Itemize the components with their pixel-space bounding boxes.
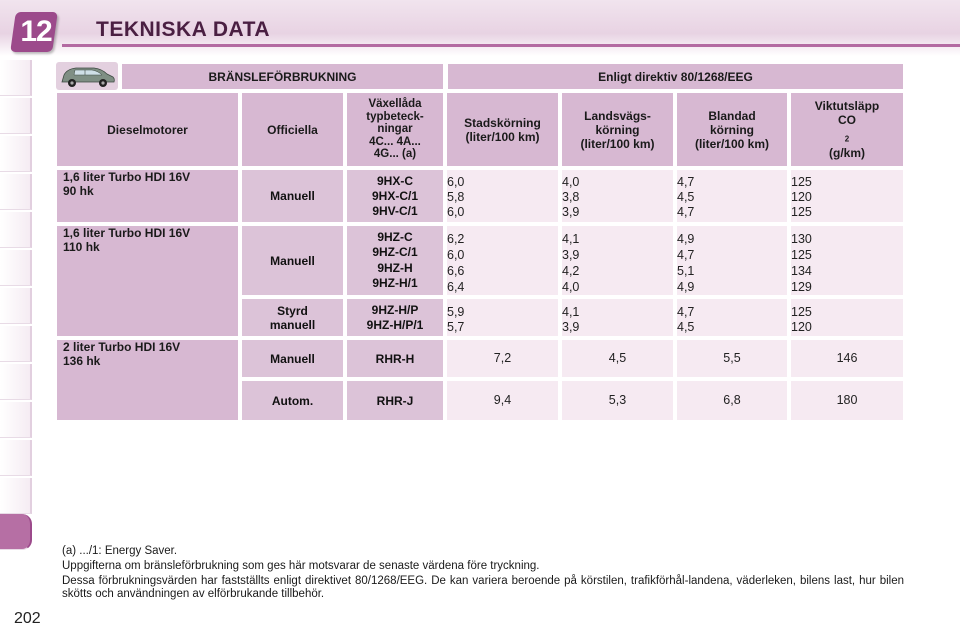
section-title-directive: Enligt direktiv 80/1268/EEG — [448, 64, 903, 89]
column-header-combined: Blandad körning (liter/100 km) — [677, 93, 787, 166]
combined-value-cell: 6,8 — [677, 381, 787, 420]
gearbox-cell: Manuell — [242, 226, 343, 295]
footnote-directive: Dessa förbrukningsvärden har fastställts enligt direktivet 80/1268/EEG. De kan variera beroende på körstilen, trafikförhål-landena, väderleken, bilens last, hur bilen skötts och användningen av elförbrukande tillbehör. — [62, 575, 904, 600]
car-icon — [56, 62, 118, 90]
extra-urban-value-cell: 4,1 3,9 4,2 4,0 — [562, 226, 673, 295]
gearbox-cell: Autom. — [242, 381, 343, 420]
extra-urban-value-cell: 4,0 3,8 3,9 — [562, 170, 673, 222]
urban-value-cell: 5,9 5,7 — [447, 299, 558, 336]
engine-cell: 1,6 liter Turbo HDI 16V 110 hk — [57, 226, 238, 336]
chapter-number: 12 — [20, 15, 52, 48]
type-code-cell: 9HX-C 9HX-C/1 9HV-C/1 — [347, 170, 443, 222]
chapter-tab[interactable] — [0, 136, 32, 172]
type-code-cell: RHR-J — [347, 381, 443, 420]
co2-value-cell: 146 — [791, 340, 903, 377]
chapter-tab[interactable] — [0, 212, 32, 248]
urban-value-cell: 7,2 — [447, 340, 558, 377]
extra-urban-value-cell: 4,5 — [562, 340, 673, 377]
column-header-extra-urban: Landsvägs- körning (liter/100 km) — [562, 93, 673, 166]
combined-value-cell: 5,5 — [677, 340, 787, 377]
column-header-engine: Dieselmotorer — [57, 93, 238, 166]
header-rule — [62, 44, 960, 47]
co2-value-cell: 180 — [791, 381, 903, 420]
chapter-tab[interactable] — [0, 250, 32, 286]
type-code-cell: 9HZ-H/P 9HZ-H/P/1 — [347, 299, 443, 336]
engine-cell: 2 liter Turbo HDI 16V 136 hk — [57, 340, 238, 420]
column-header-urban: Stadskörning (liter/100 km) — [447, 93, 558, 166]
chapter-tab[interactable] — [0, 440, 32, 476]
chapter-tab[interactable] — [0, 174, 32, 210]
urban-value-cell: 6,2 6,0 6,6 6,4 — [447, 226, 558, 295]
extra-urban-value-cell: 4,1 3,9 — [562, 299, 673, 336]
section-title-consumption: BRÄNSLEFÖRBRUKNING — [122, 64, 443, 89]
type-code-cell: 9HZ-C 9HZ-C/1 9HZ-H 9HZ-H/1 — [347, 226, 443, 295]
combined-value-cell: 4,7 4,5 4,7 — [677, 170, 787, 222]
co2-value-cell: 130 125 134 129 — [791, 226, 903, 295]
type-code-cell: RHR-H — [347, 340, 443, 377]
chapter-tab-active[interactable] — [0, 514, 32, 550]
column-header-co2: Viktutsläpp CO $_2$ (g/km) — [791, 93, 903, 166]
footnotes — [62, 545, 904, 603]
gearbox-cell: Manuell — [242, 170, 343, 222]
chapter-tab[interactable] — [0, 60, 32, 96]
page-number: 202 — [14, 610, 41, 627]
chapter-tab[interactable] — [0, 326, 32, 362]
chapter-tab[interactable] — [0, 98, 32, 134]
chapter-tab[interactable] — [0, 478, 32, 514]
extra-urban-value-cell: 5,3 — [562, 381, 673, 420]
urban-value-cell: 6,0 5,8 6,0 — [447, 170, 558, 222]
footnote-values: Uppgifterna om bränsleförbrukning som ges här motsvarar de senaste värdena före tryckning. — [62, 560, 540, 572]
chapter-tab[interactable] — [0, 364, 32, 400]
engine-cell: 1,6 liter Turbo HDI 16V 90 hk — [57, 170, 238, 222]
chapter-tabs — [0, 60, 34, 560]
co2-value-cell: 125 120 — [791, 299, 903, 336]
urban-value-cell: 9,4 — [447, 381, 558, 420]
column-header-type-codes: Växellåda typbeteck- ningar 4C... 4A... 4G... (a) — [347, 93, 443, 166]
chapter-tab[interactable] — [0, 402, 32, 438]
page-title: TEKNISKA DATA — [96, 18, 271, 41]
combined-value-cell: 4,7 4,5 — [677, 299, 787, 336]
column-header-gearbox: Officiella — [242, 93, 343, 166]
gearbox-cell: Styrd manuell — [242, 299, 343, 336]
footnote-a: (a) .../1: Energy Saver. — [62, 545, 178, 557]
chapter-tab[interactable] — [0, 288, 32, 324]
gearbox-cell: Manuell — [242, 340, 343, 377]
combined-value-cell: 4,9 4,7 5,1 4,9 — [677, 226, 787, 295]
co2-value-cell: 125 120 125 — [791, 170, 903, 222]
